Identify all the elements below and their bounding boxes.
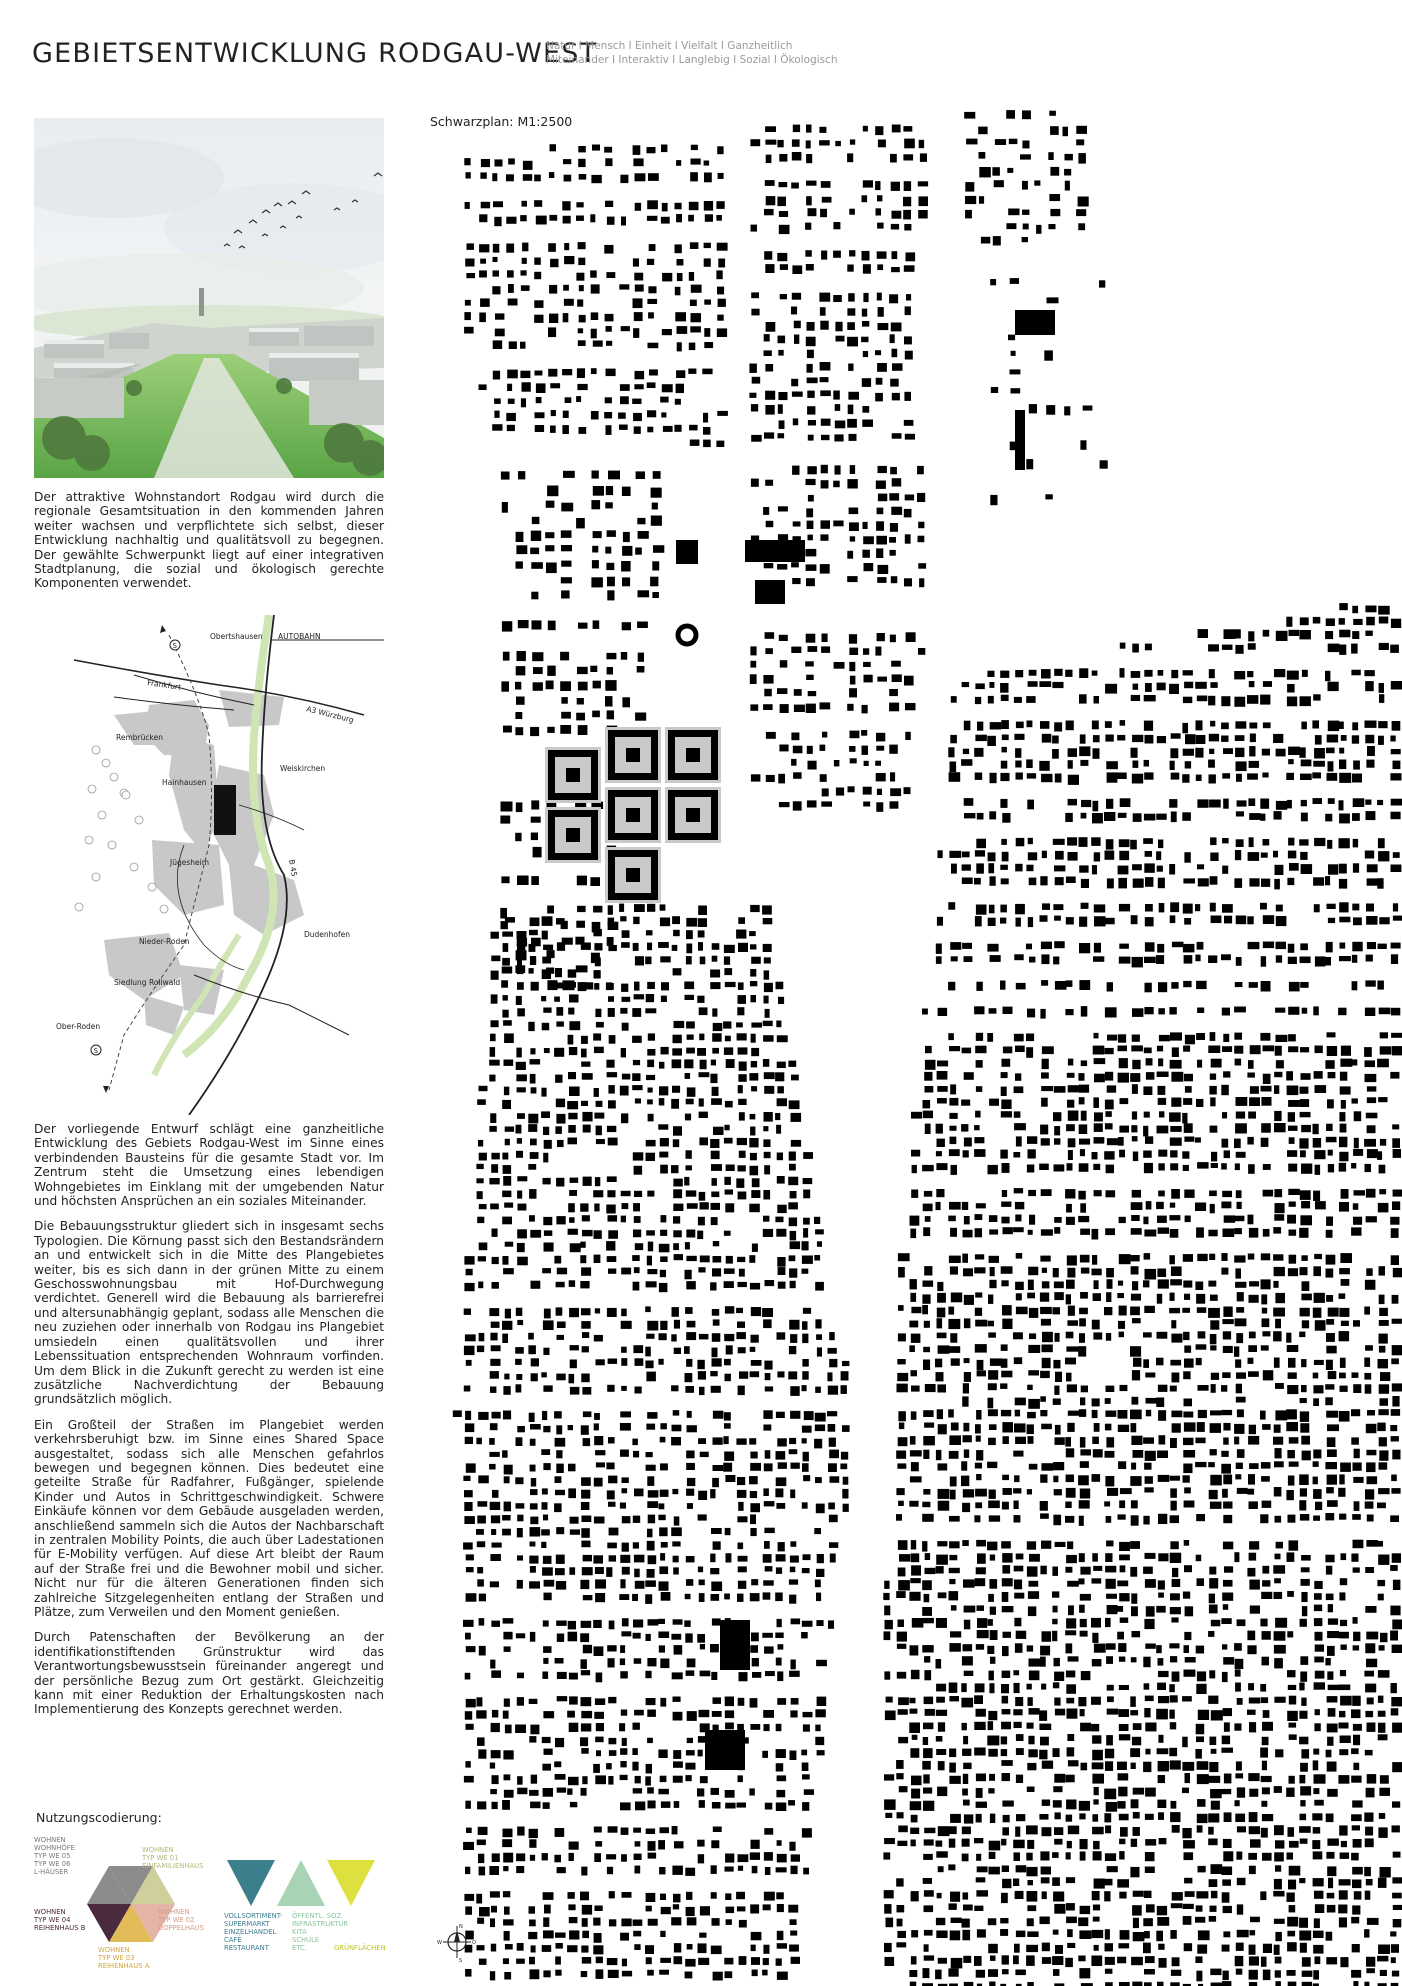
legend-triangle-shop [227,1860,275,1906]
intro-text [34,490,384,602]
legend-label-we01: WOHNEN TYP WE 01 EINFAMILIENHAUS [142,1846,204,1870]
label-hainhausen: Hainhausen [162,778,207,787]
legend-label-we02: WOHNEN TYP WE 02 DOPPELHAUS [158,1908,204,1932]
label-frankfurt: Frankfurt [146,678,182,692]
svg-text:W: W [437,1940,442,1946]
label-weiskirchen: Weiskirchen [280,764,326,773]
plan-scale-label: Schwarzplan: M1:2500 [430,114,573,129]
legend-label-we03: WOHNEN TYP WE 03 REIHENHAUS A [98,1946,150,1970]
body-paragraph-2: Die Bebauungsstruktur gliedert sich in insgesamt sechs Typologien. Die Körnung passt sich den Bestandsrändern an und entwickelt sich in die Mitte des Plangebietes weiter, bis es sich dann in der grünen Mitte zu einem Geschosswohnungsbau mit Hof-Durchwegung verdichtet. Generell wird die Bebauung als barrierefrei und altersunabhängig geplant, sodass alle Menschen die neu zuziehen oder innerhalb von Rodgau ins Plangebiet umsiedeln einen qualitätsvollen und ihrer Lebenssituation entsprechenden Wohnraum vorfinden. Um dem Blick in die Zukunft gerecht zu werden ist eine zusätzliche Nachverdichtung der Bebauung grundsätzlich möglich. [34,1219,384,1407]
body-paragraph-1: Der vorliegende Entwurf schlägt eine ganzheitliche Entwicklung des Gebiets Rodgau-West im Sinne eines verbindenden Bausteins für die gesamte Stadt vor. Im Zentrum steht die Umsetzung eines lebendigen Wohngebietes im Einklang mit der umgebenden Natur und höchsten Ansprüchen an ein soziales Miteinander. [34,1122,384,1209]
svg-text:N: N [459,1924,463,1930]
label-nieder-roden: Nieder-Roden [139,937,190,946]
compass-icon [437,1922,477,1962]
s-bahn-icon-south [91,1045,101,1055]
label-ober-roden: Ober-Roden [56,1022,101,1031]
legend [34,1808,414,1983]
svg-text:S: S [459,1958,463,1962]
s-bahn-icon [170,640,180,650]
label-juegesheim: Jügesheim [170,858,210,867]
legend-label-green: GRÜNFLÄCHEN [334,1944,386,1952]
label-b45: B 45 [287,858,299,878]
regional-map [34,615,384,1115]
body-text [34,1122,384,1728]
tagline-line-1: Natur I Mensch I Einheit I Vielfalt I Ganzheitlich [546,40,793,52]
label-autobahn: AUTOBAHN [278,632,321,641]
legend-label-we04: WOHNEN TYP WE 04 REIHENHAUS B [34,1908,86,1932]
legend-label-shop: VOLLSORTIMENT- SUPERMARKT EINZELHANDEL CAFÉ RESTAURANT [224,1912,283,1952]
legend-triangle-green [327,1860,375,1906]
label-a3: A3 Würzburg [305,704,355,725]
body-paragraph-3: Ein Großteil der Straßen im Plangebiet werden verkehrsberuhigt bzw. im Sinne eines Shared Space ausgestaltet, sodass sich alle Menschen gefahrlos bewegen und begegnen können. Dies bedeutet eine geteilte Straße für Radfahrer, Fußgänger, spielende Kinder und Autos in Schrittgeschwindigkeit. Schwere Einkäufe können vor dem Gebäude ausgeladen werden, anschließend sammeln sich die Autos der Nachbarschaft in zentralen Mobility Points, die auch über Ladestationen für E-Mobility verfügen. Auf diese Art bleibt der Raum auf der Straße frei und die Bewohner mobil und sicher. Nicht nur für die älteren Generationen finden sich zahlreiche Sitzgelegenheiten entlang der Straßen und Plätze, zum Verweilen und den Moment genießen. [34,1417,384,1619]
plangebiet-marker [214,785,236,835]
legend-label-infra: ÖFFENTL. SOZ. INFRASTRUKTUR KITA SCHULE ETC. [292,1912,349,1952]
legend-triangle-infra [277,1860,325,1906]
svg-text:S: S [93,1047,98,1055]
svg-text:S: S [172,642,177,650]
label-siedlung: Siedlung Rollwald [114,978,181,987]
legend-title: Nutzungscodierung: [36,1810,162,1825]
tagline-line-2: Miteinander I Interaktiv I Langlebig I Sozial I Ökologisch [546,54,838,66]
page-title: GEBIETSENTWICKLUNG RODGAU-WEST [32,38,598,69]
svg-text:O: O [472,1940,476,1946]
building-footprints [453,110,1402,1986]
tagline [546,39,837,67]
label-obertshausen: Obertshausen [210,632,263,641]
label-rembruecken: Rembrücken [116,733,163,742]
body-paragraph-4: Durch Patenschaften der Bevölkerung an der identifikationstiftenden Grünstruktur wird das Verantwortungsbewusstsein füreinander angeregt und der persönliche Bezug zum Ort gestärkt. Gleichzeitig kann mit einer Reduktion der Erhaltungskosten nach Implementierung des Konzepts gerechnet werden. [34,1630,384,1717]
schwarzplan [430,110,1402,1986]
label-dudenhofen: Dudenhofen [304,930,351,939]
perspective-rendering [34,118,384,478]
intro-paragraph: Der attraktive Wohnstandort Rodgau wird durch die regionale Gesamtsituation in den kommenden Jahren weiter wachsen und verpflichtete sich selbst, dieser Entwicklung nachhaltig und qualitätsvoll zu begegnen. Der gewählte Schwerpunkt liegt auf einer integrativen Stadtplanung, die sozial und ökologisch gerechte Komponenten verwendet. [34,490,384,591]
legend-label-we05: WOHNEN WOHNHÖFE TYP WE 05 TYP WE 06 L-HÄUSER [34,1836,75,1876]
